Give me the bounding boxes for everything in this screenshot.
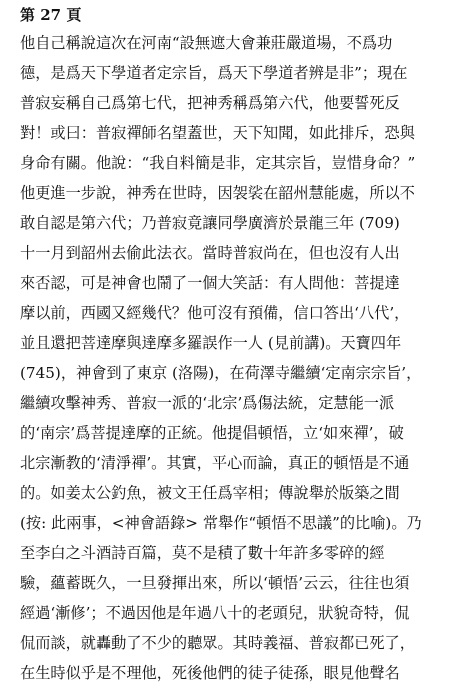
text-line: 來否認，可是神會也鬧了一個大笑話：有人問他：菩提達 bbox=[20, 274, 400, 292]
text-line: 他自己稱說這次在河南“設無遮大會兼莊嚴道場，不爲功 bbox=[20, 34, 393, 52]
text-line: 至李白之斗酒詩百篇，莫不是積了數十年許多零碎的經 bbox=[20, 544, 385, 562]
text-line: (按: 此兩事，<神會語錄> 常舉作“頓悟不思議”的比喻)。乃 bbox=[20, 514, 422, 532]
text-line: 普寂妄稱自己爲第七代，把神秀稱爲第六代，他要誓死反 bbox=[20, 94, 400, 112]
text-line: 的‘南宗’爲菩提達摩的正統。他提倡頓悟，立‘如來禪’，破 bbox=[20, 424, 404, 442]
body-text bbox=[20, 28, 438, 688]
text-line: 他更進一步說，神秀在世時，因袈裟在韶州慧能處，所以不 bbox=[20, 184, 415, 202]
text-line: 身命有關。他說：“我自料簡是非，定其宗旨，豈惜身命？” bbox=[20, 154, 416, 172]
text-line: 摩以前，西國又經幾代？他可沒有預備，信口答出‘八代’， bbox=[20, 304, 410, 322]
text-line: 德，是爲天下學道者定宗旨，爲天下學道者辨是非”；現在 bbox=[20, 64, 408, 82]
text-line: 繼續攻擊神秀、普寂一派的‘北宗’爲傷法統，定慧能一派 bbox=[20, 394, 395, 412]
text-line: 驗，蘊蓄既久，一旦發揮出來，所以‘頓悟’云云，往往也須 bbox=[20, 574, 410, 592]
page-number-header: 第 27 頁 bbox=[20, 6, 82, 24]
text-line: (745)，神會到了東京 (洛陽)，在荷澤寺繼續‘定南宗宗旨’， bbox=[20, 364, 422, 382]
text-line: 的。如姜太公釣魚，被文王任爲宰相；傳說舉於版築之間 bbox=[20, 484, 400, 502]
text-line: 對！或曰：普寂禪師名望蓋世，天下知聞，如此排斥，恐與 bbox=[20, 124, 415, 142]
text-line: 侃而談，就轟動了不少的聽眾。其時義福、普寂都已死了， bbox=[20, 634, 415, 652]
text-line: 在生時似乎是不理他，死後他們的徒子徒孫，眼見他聲名 bbox=[20, 664, 400, 682]
text-line: 並且還把菩達摩與達摩多羅誤作一人 (見前講)。天寶四年 bbox=[20, 334, 402, 352]
text-line: 北宗漸教的‘清淨禪’。其實，平心而論，真正的頓悟是不通 bbox=[20, 454, 410, 472]
text-line: 經過‘漸修’；不過因他是年過八十的老頭兒，狀貌奇特，侃 bbox=[20, 604, 410, 622]
text-line: 敢自認是第六代；乃普寂竟讓同學廣濟於景龍三年 (709) bbox=[20, 214, 400, 232]
text-line: 十一月到韶州去偷此法衣。當時普寂尚在，但也沒有人出 bbox=[20, 244, 400, 262]
